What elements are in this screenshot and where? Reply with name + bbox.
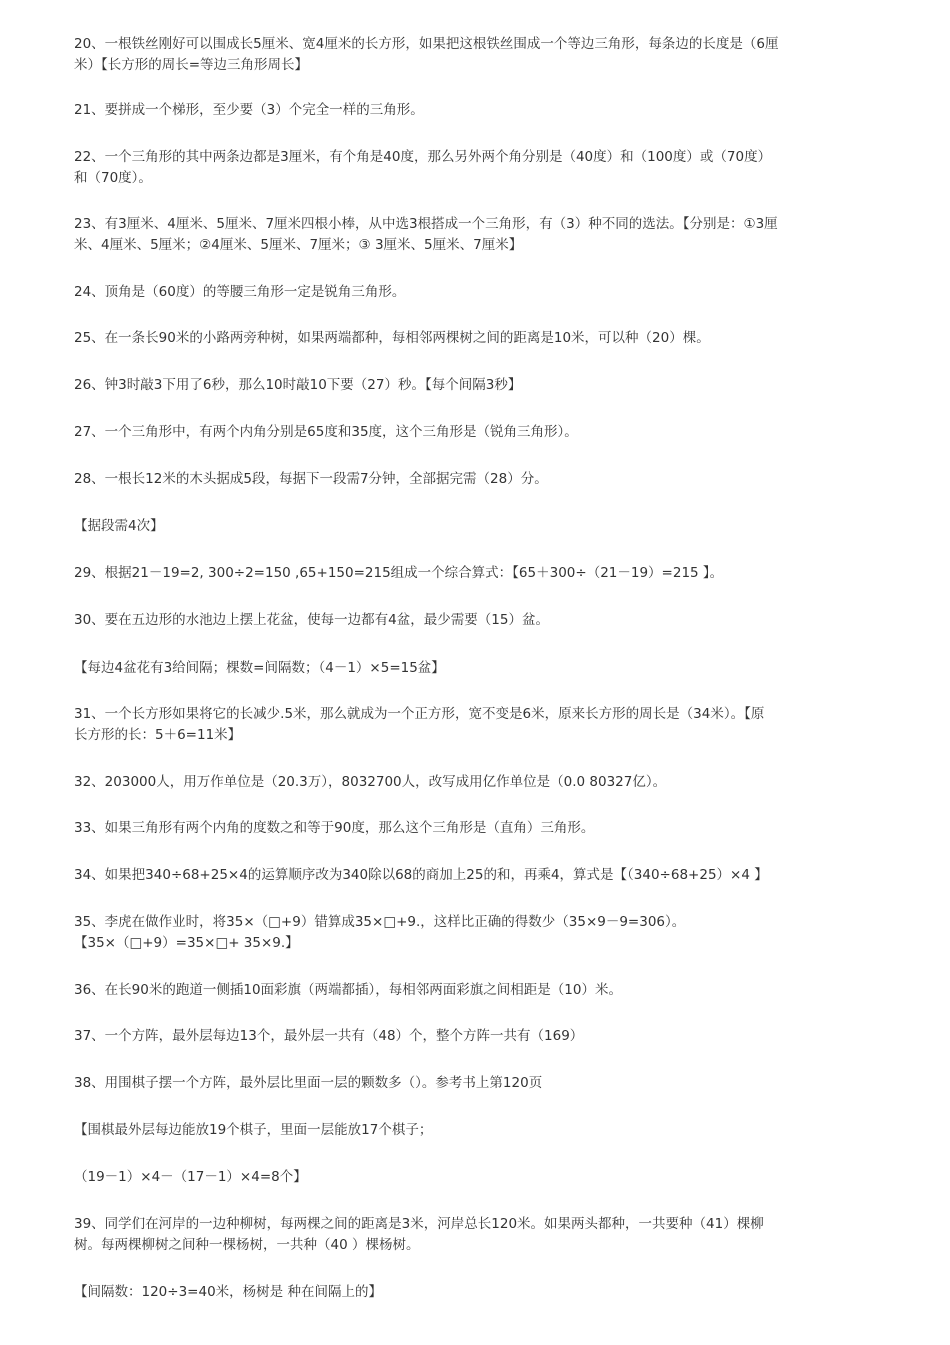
text-line: 30、要在五边形的水池边上摆上花盆，使每一边都有4盆，最少需要（15）盆。: [74, 612, 549, 628]
question-32: [74, 772, 880, 793]
text-line: 米）【长方形的周长=等边三角形周长】: [74, 57, 309, 73]
question-20: [74, 34, 880, 76]
text-line: 28、一根长12米的木头据成5段，每据下一段需7分钟，全部据完需（28）分。: [74, 471, 548, 487]
text-line: 米、4厘米、5厘米；②4厘米、5厘米、7厘米；③ 3厘米、5厘米、7厘米】: [74, 237, 523, 253]
question-38-note-2: [74, 1167, 880, 1188]
question-38: [74, 1073, 880, 1094]
text-line: 【据段需4次】: [74, 518, 164, 534]
question-35: [74, 912, 880, 954]
text-line: 和（70度）。: [74, 170, 152, 186]
text-line: 38、用围棋子摆一个方阵，最外层比里面一层的颗数多（）。参考书上第120页: [74, 1075, 543, 1091]
question-30: [74, 610, 880, 631]
question-29: [74, 563, 880, 584]
text-line: 27、一个三角形中，有两个内角分别是65度和35度，这个三角形是（锐角三角形）。: [74, 424, 578, 440]
text-line: 长方形的长：5＋6=11米】: [74, 727, 242, 743]
text-line: 【间隔数：120÷3=40米，杨树是 种在间隔上的】: [74, 1284, 382, 1300]
text-line: 29、根据21－19=2, 300÷2=150 ,65+150=215组成一个综合算式：【65＋300÷（21－19）=215 】。: [74, 565, 724, 581]
question-36: [74, 980, 880, 1001]
text-line: 22、一个三角形的其中两条边都是3厘米，有个角是40度，那么另外两个角分别是（40度）和（100度）或（70度）: [74, 149, 772, 165]
text-line: 32、203000人，用万作单位是（20.3万），8032700人，改写成用亿作单位是（0.0 80327亿）。: [74, 774, 667, 790]
text-line: 【35×（□+9）=35×□+ 35×9.】: [74, 935, 299, 951]
text-line: 【每边4盆花有3给间隔；棵数=间隔数；（4－1）×5=15盆】: [74, 660, 445, 676]
question-34: [74, 865, 880, 886]
question-33: [74, 818, 880, 839]
question-28-note: [74, 516, 880, 537]
text-line: 24、顶角是（60度）的等腰三角形一定是锐角三角形。: [74, 284, 406, 300]
text-line: （19－1）×4－（17－1）×4=8个】: [74, 1169, 307, 1185]
text-line: 树。每两棵柳树之间种一棵杨树，一共种（40 ）棵杨树。: [74, 1237, 420, 1253]
question-39-note: [74, 1282, 880, 1303]
text-line: 34、如果把340÷68+25×4的运算顺序改为340除以68的商加上25的和，再乘4，算式是【（340÷68+25）×4 】: [74, 867, 768, 883]
text-line: 23、有3厘米、4厘米、5厘米、7厘米四根小棒，从中选3根搭成一个三角形，有（3）种不同的选法。【分别是：①3厘: [74, 216, 778, 232]
question-28: [74, 469, 880, 490]
text-line: 21、要拼成一个梯形，至少要（3）个完全一样的三角形。: [74, 102, 424, 118]
question-26: [74, 375, 880, 396]
text-line: 37、一个方阵，最外层每边13个，最外层一共有（48）个，整个方阵一共有（169）: [74, 1028, 584, 1044]
text-line: 26、钟3时敲3下用了6秒，那么10时敲10下要（27）秒。【每个间隔3秒】: [74, 377, 522, 393]
question-23: [74, 214, 880, 256]
question-27: [74, 422, 880, 443]
question-30-note: [74, 658, 880, 679]
text-line: 33、如果三角形有两个内角的度数之和等于90度，那么这个三角形是（直角）三角形。: [74, 820, 595, 836]
question-37: [74, 1026, 880, 1047]
question-22: [74, 147, 880, 189]
text-line: 31、一个长方形如果将它的长减少.5米，那么就成为一个正方形，宽不变是6米，原来长方形的周长是（34米）。【原: [74, 706, 765, 722]
text-line: 39、同学们在河岸的一边种柳树，每两棵之间的距离是3米，河岸总长120米。如果两头都种，一共要种（41）棵柳: [74, 1216, 764, 1232]
question-39: [74, 1214, 880, 1256]
text-line: 25、在一条长90米的小路两旁种树，如果两端都种，每相邻两棵树之间的距离是10米，可以种（20）棵。: [74, 330, 710, 346]
question-31: [74, 704, 880, 746]
question-25: [74, 328, 880, 349]
text-line: 36、在长90米的跑道一侧插10面彩旗（两端都插），每相邻两面彩旗之间相距是（10）米。: [74, 982, 622, 998]
text-line: 20、一根铁丝刚好可以围成长5厘米、宽4厘米的长方形，如果把这根铁丝围成一个等边三角形，每条边的长度是（6厘: [74, 36, 779, 52]
question-38-note-1: [74, 1120, 880, 1141]
question-24: [74, 282, 880, 303]
text-line: 35、李虎在做作业时，将35×（□+9）错算成35×□+9.，这样比正确的得数少（35×9－9=306）。: [74, 914, 686, 930]
text-line: 【围棋最外层每边能放19个棋子，里面一层能放17个棋子；: [74, 1122, 433, 1138]
question-21: [74, 100, 880, 121]
